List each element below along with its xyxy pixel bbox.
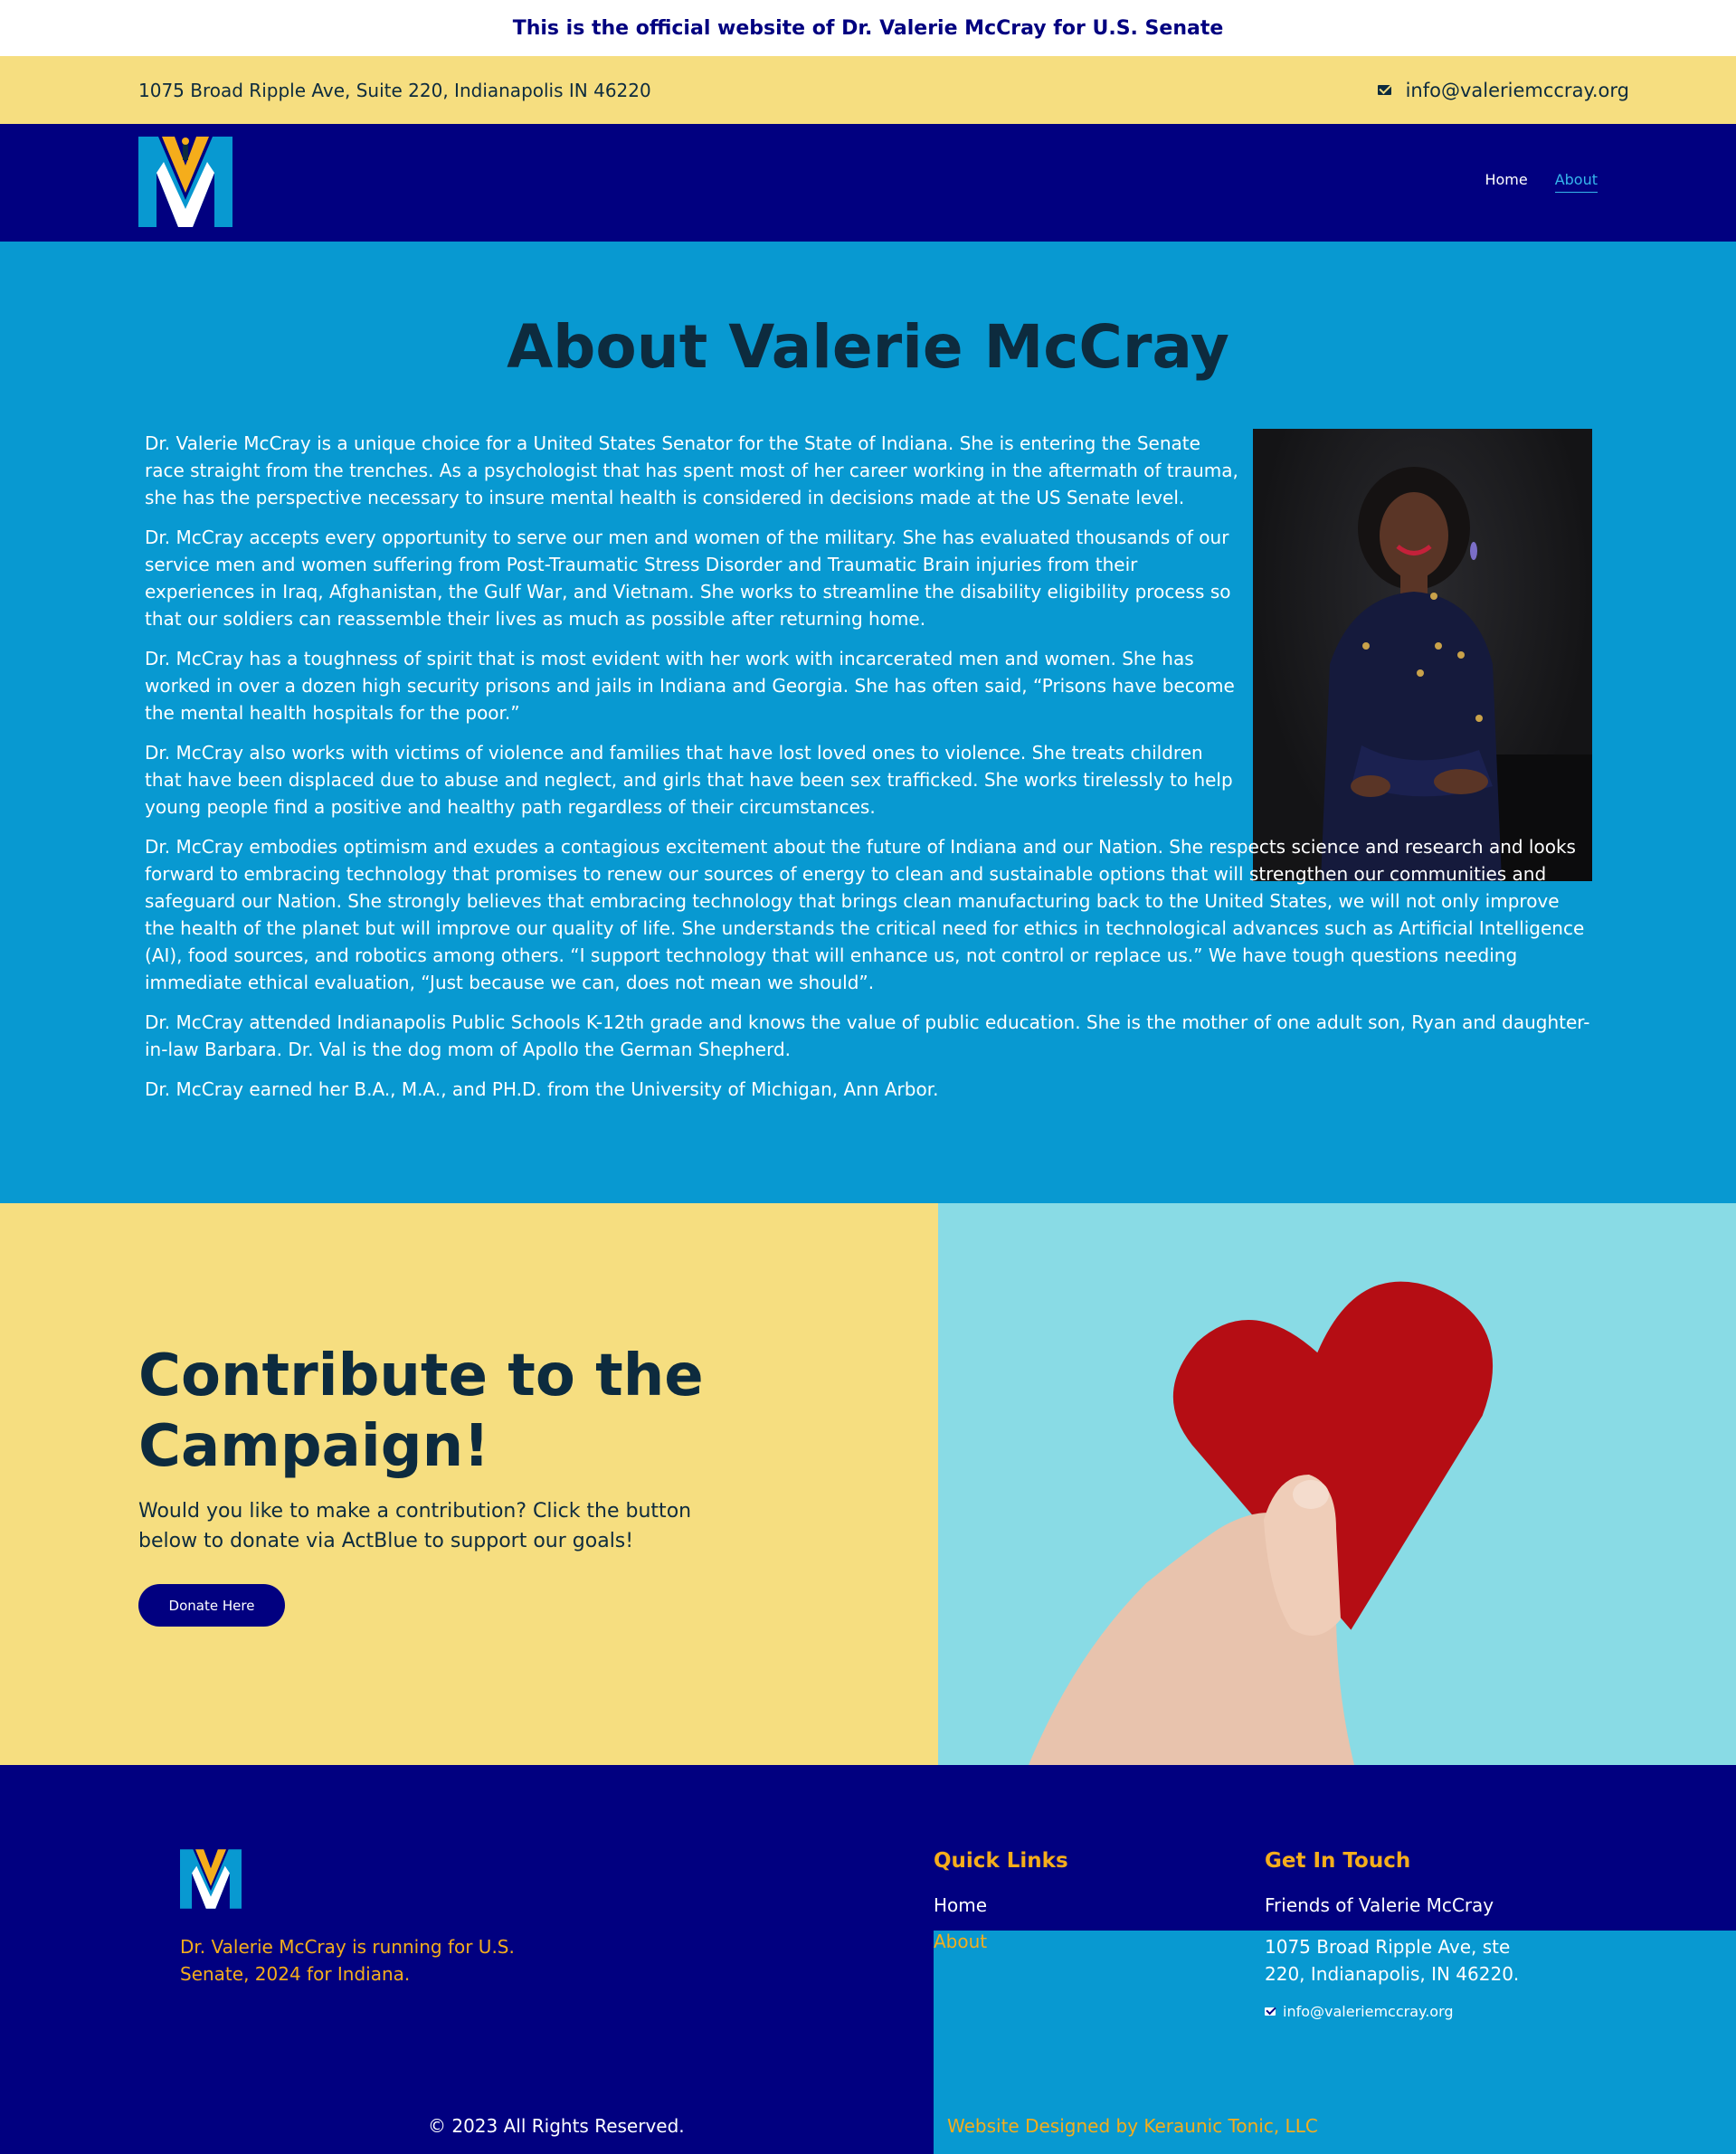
about-section bbox=[0, 242, 1736, 1203]
bio-paragraph: Dr. McCray has a toughness of spirit that is most evident with her work with incarcerated men and women. She has worked in over a dozen high security prisons and jails in Indiana and Georgia. She has often said, “Prisons have become the mental health hospitals for the poor.” bbox=[145, 648, 1235, 724]
bio-paragraph: Dr. McCray accepts every opportunity to serve our men and women of the military. She has evaluated thousands of our service men and women suffering from Post-Traumatic Stress Disorder and Traumatic Brain injuries from their experiences in Iraq, Afghanistan, the Gulf War, and Vietnam. She works to streamline the disability eligibility process so that our soldiers can reassemble their lives as much as possible after returning home. bbox=[145, 527, 1231, 630]
logo-vm-icon[interactable] bbox=[138, 137, 232, 227]
site-header bbox=[0, 124, 1736, 242]
heart-image bbox=[938, 1203, 1736, 1765]
header-email-link[interactable] bbox=[1378, 80, 1629, 101]
official-notice-bar bbox=[0, 0, 1736, 56]
footer-tagline: Dr. Valerie McCray is running for U.S. Senate, 2024 for Indiana. bbox=[180, 1936, 515, 1985]
bio-paragraph: Dr. McCray earned her B.A., M.A., and PH.D. from the University of Michigan, Ann Arbor. bbox=[145, 1078, 939, 1100]
envelope-icon bbox=[1378, 85, 1391, 95]
bio-paragraph: Dr. McCray also works with victims of violence and families that have lost loved ones to violence. She treats children that have been displaced due to abuse and neglect, and girls that have been sex trafficked. She works tirelessly to help young people find a positive and healthy path regardless of their circumstances. bbox=[145, 742, 1233, 818]
contribute-section bbox=[0, 1203, 938, 1765]
main-nav bbox=[1485, 171, 1598, 193]
official-notice-text: This is the official website of Dr. Valerie McCray for U.S. Senate bbox=[512, 16, 1224, 40]
bio-paragraph: Dr. Valerie McCray is a unique choice for a United States Senator for the State of Indiana. She is entering the Senate race straight from the trenches. As a psychologist that has spent most of her career working in the aftermath of trauma, she has the perspective necessary to insure mental health is considered in decisions made at the US Senate level. bbox=[145, 432, 1238, 508]
bio-paragraph: Dr. McCray attended Indianapolis Public Schools K-12th grade and knows the value of public education. She is the mother of one adult son, Ryan and daughter-in-law Barbara. Dr. Val is the dog mom of Apollo the German Shepherd. bbox=[145, 1011, 1590, 1060]
footer-link-about[interactable]: About bbox=[934, 1931, 1736, 2154]
heart-icon bbox=[938, 1203, 1736, 1765]
copyright-text: © 2023 All Rights Reserved. bbox=[428, 2115, 685, 2137]
bio-text bbox=[145, 430, 1592, 1115]
header-email-text: info@valeriemccray.org bbox=[1405, 79, 1629, 101]
quick-links-title: Quick Links bbox=[934, 1849, 1068, 1873]
donate-button[interactable]: Donate Here bbox=[138, 1584, 285, 1627]
designer-credit-link[interactable]: Website Designed by Keraunic Tonic, LLC bbox=[947, 2115, 1318, 2137]
footer-address: 1075 Broad Ripple Ave, ste 220, Indianapolis, IN 46220. bbox=[1265, 1936, 1520, 1985]
site-footer bbox=[0, 1765, 1736, 2154]
nav-about[interactable]: About bbox=[1555, 171, 1598, 193]
envelope-icon bbox=[1265, 2007, 1276, 2016]
footer-email-link[interactable] bbox=[1265, 2003, 1454, 2020]
get-in-touch-title: Get In Touch bbox=[1265, 1849, 1411, 1873]
footer-email-text: info@valeriemccray.org bbox=[1283, 2003, 1454, 2020]
info-bar bbox=[0, 56, 1736, 124]
page-title: About Valerie McCray bbox=[507, 312, 1229, 382]
nav-home[interactable]: Home bbox=[1485, 171, 1528, 188]
contribute-text: Would you like to make a contribution? Click the button below to donate via ActBlue to support our goals! bbox=[138, 1500, 692, 1552]
footer-logo-icon[interactable] bbox=[180, 1849, 242, 1909]
bio-paragraph: Dr. McCray embodies optimism and exudes a contagious excitement about the future of Indiana and our Nation. She respects science and research and looks forward to embracing technology that promises to renew our sources of energy to clean and sustainable options that will strengthen our communities and safeguard our Nation. She strongly believes that embracing technology that brings clean manufacturing back to the United States, we will not only improve the health of the planet but will improve our quality of life. She understands the critical need for ethics in technological advances such as Artificial Intelligence (AI), food sources, and robotics among others. “I support technology that will enhance us, not control or replace us.” We have tough questions needing immediate ethical evaluation, “Just because we can, does not mean we should”. bbox=[145, 836, 1585, 993]
footer-link-home[interactable]: Home bbox=[934, 1894, 988, 1916]
footer-org-name: Friends of Valerie McCray bbox=[1265, 1894, 1494, 1916]
header-address: 1075 Broad Ripple Ave, Suite 220, Indianapolis IN 46220 bbox=[138, 79, 651, 101]
contribute-title: Contribute to the Campaign! bbox=[138, 1343, 704, 1480]
